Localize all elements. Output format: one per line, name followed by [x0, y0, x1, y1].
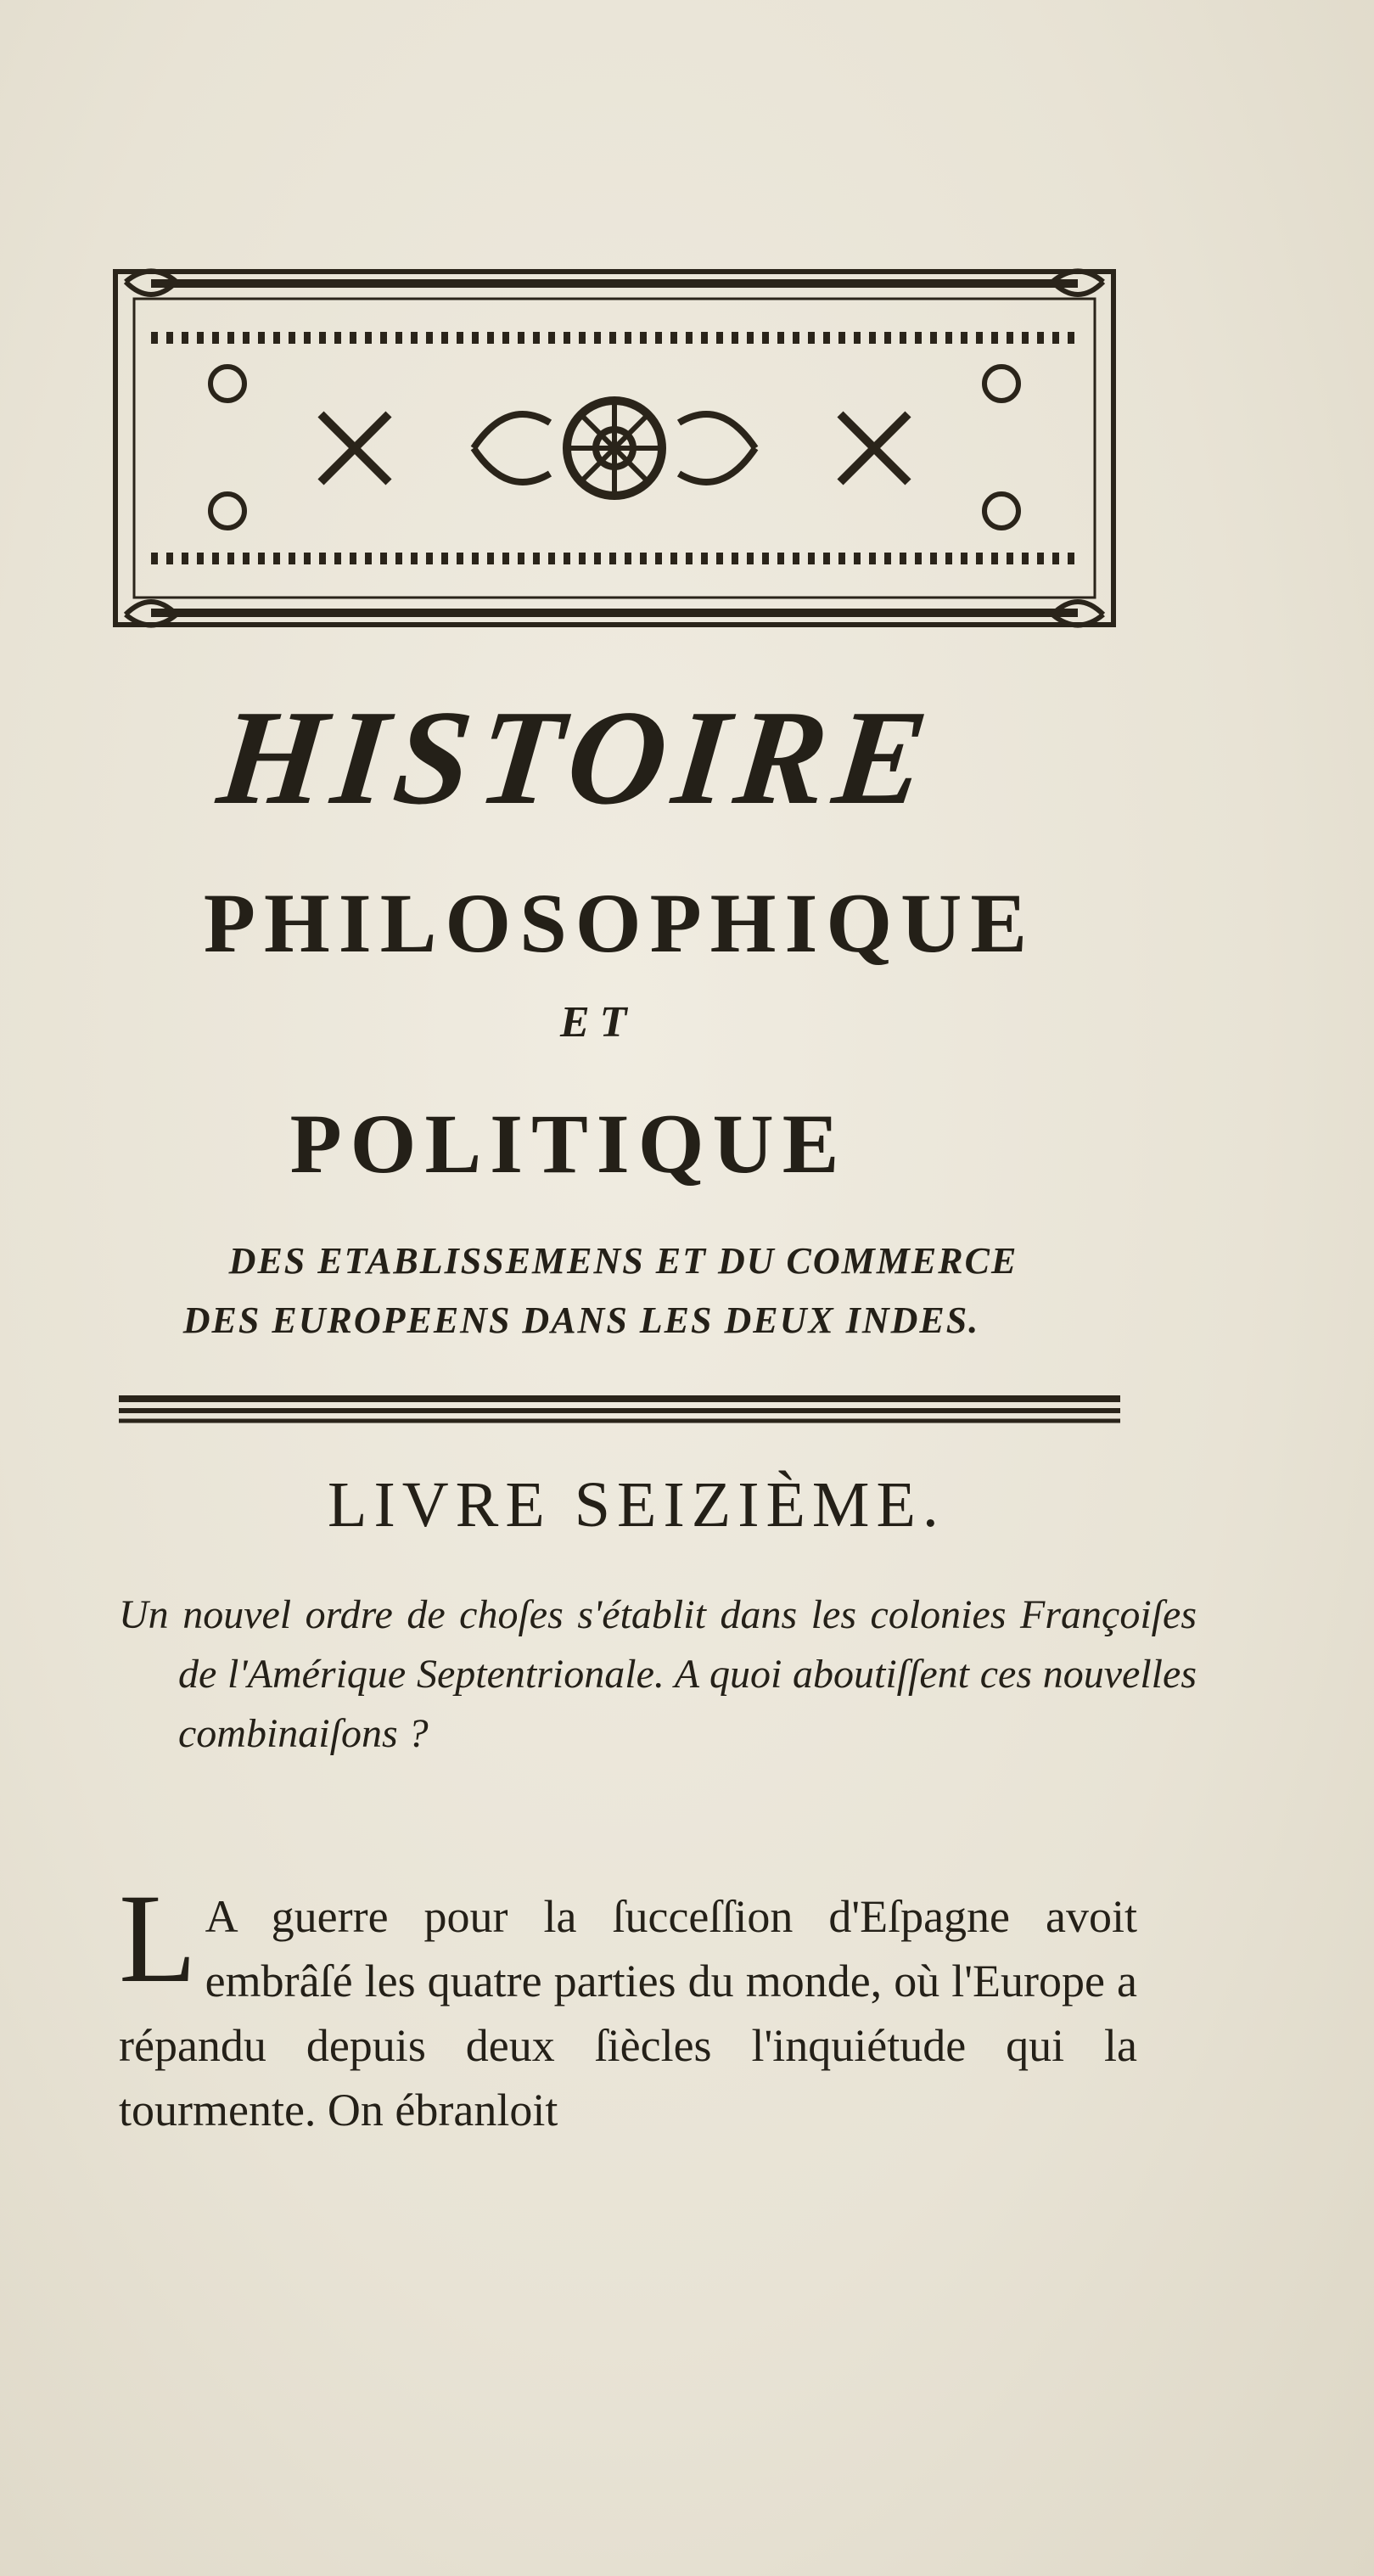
title-histoire: HISTOIRE — [211, 682, 943, 833]
chapter-summary: Un nouvel ordre de choſes s'établit dans les colonies Françoiſes de l'Amérique Septentrionale. A quoi aboutiſſent ces nouvelles combinaiſons ? — [119, 1592, 1197, 1756]
body-paragraph — [119, 1868, 1137, 2142]
title-politique: POLITIQUE — [289, 1097, 848, 1191]
title-philosophique: PHILOSOPHIQUE — [203, 876, 1036, 970]
double-rule-divider — [119, 1383, 1120, 1434]
body-text: A guerre pour la ſucceſſion d'Eſpagne avoit embrâſé les quatre parties du monde, où l'Europe a répandu depuis deux ſiècles l'inquiétude qui la tourmente. On ébranloit — [119, 1891, 1137, 2135]
ornamental-frame-icon — [100, 256, 1129, 640]
book-heading: LIVRE SEIZIÈME. — [328, 1469, 945, 1541]
subtitle-line-2: DES EUROPEENS DANS LES DEUX INDES. — [182, 1299, 980, 1341]
subtitle-line-1: DES ETABLISSEMENS ET DU COMMERCE — [228, 1240, 1018, 1282]
drop-cap: L — [119, 1868, 197, 2009]
title-et: ET — [560, 998, 637, 1047]
